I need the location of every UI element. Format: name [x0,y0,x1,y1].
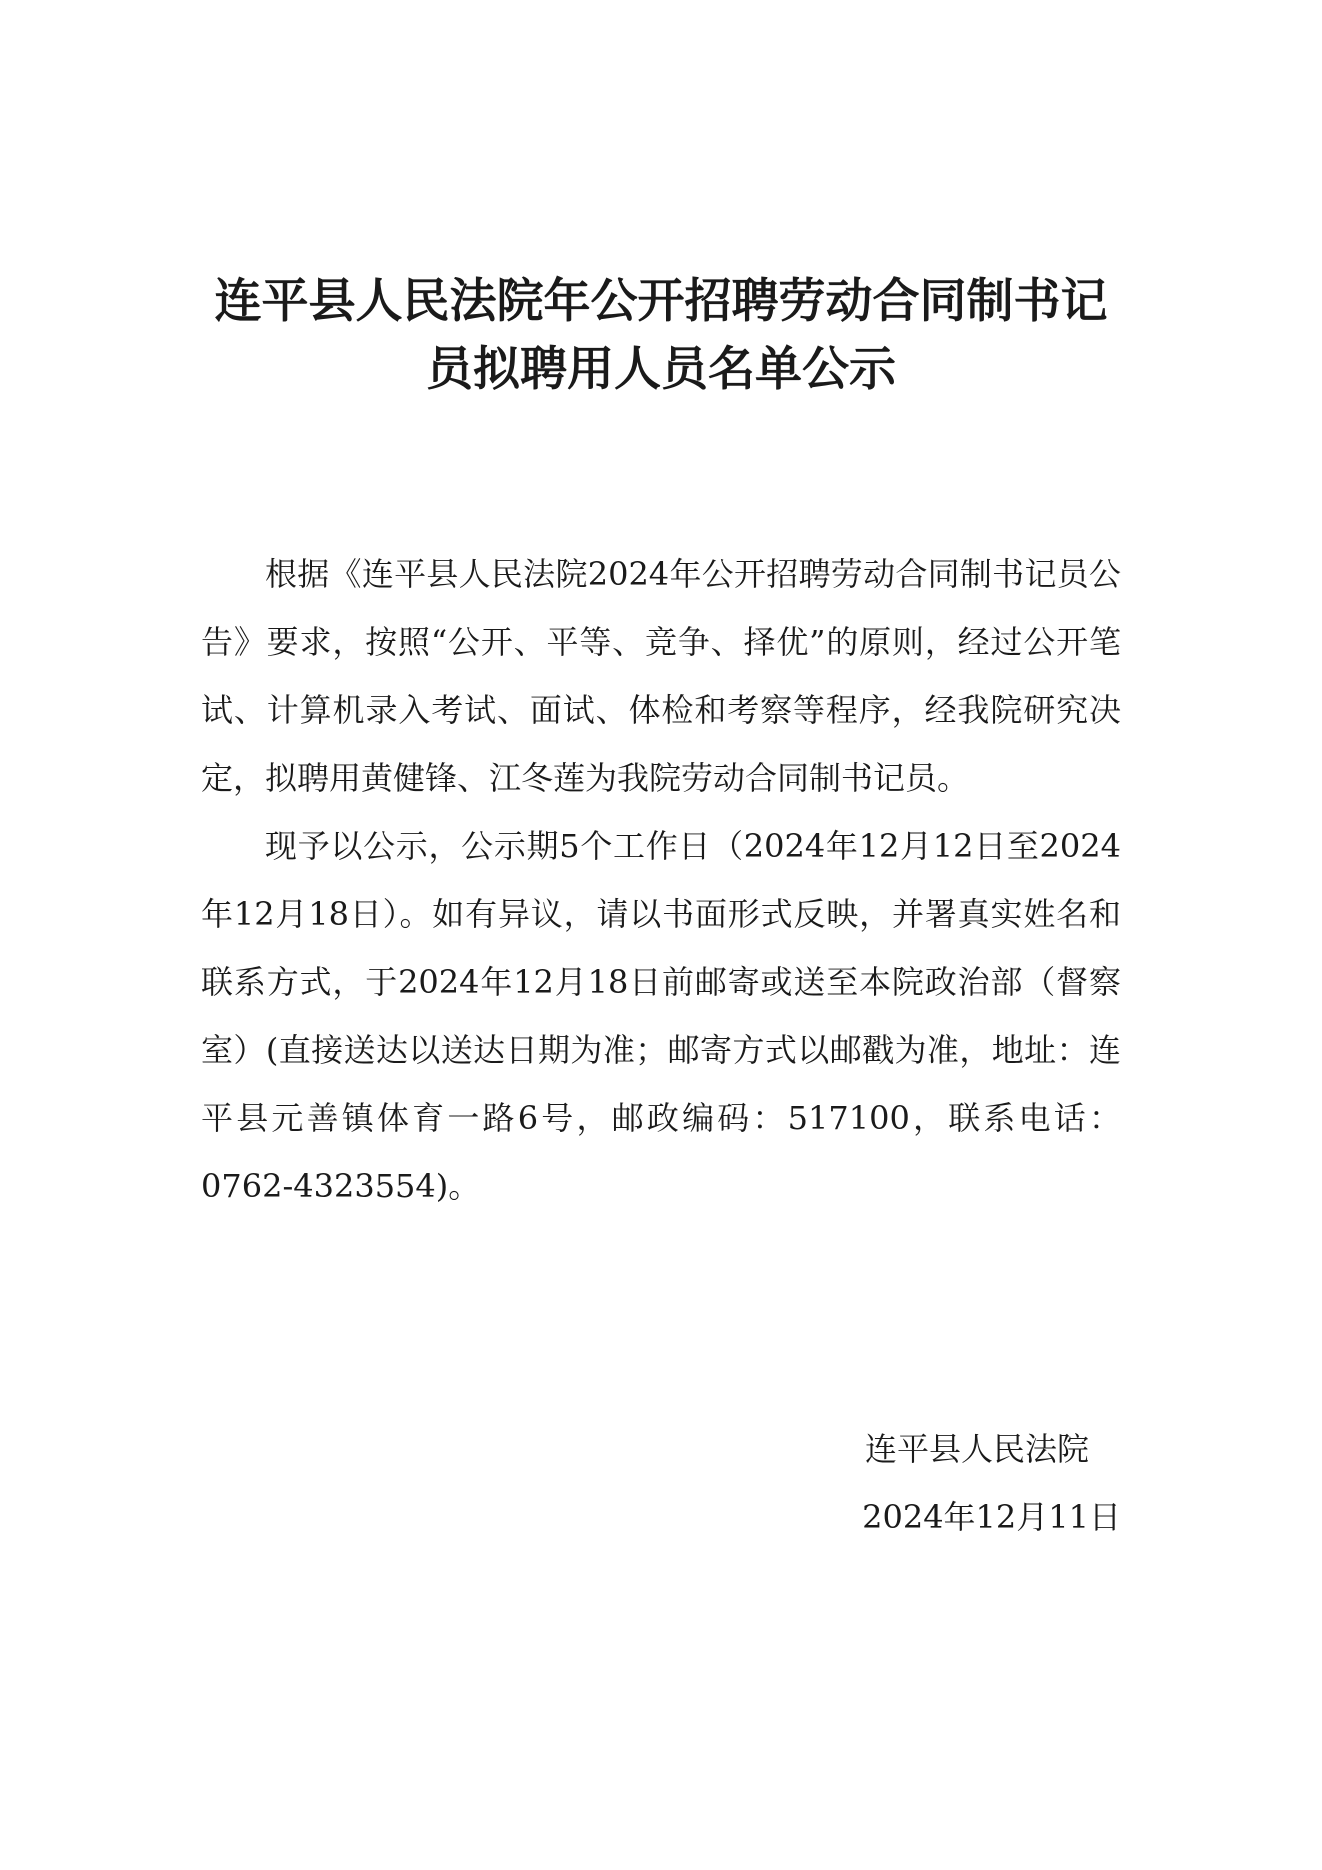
signature-date: 2024年12月11日 [862,1498,1121,1536]
body-paragraph-2: 现予以公示，公示期5个工作日（2024年12月12日至2024年12月18日）。如有异议，请以书面形式反映，并署真实姓名和联系方式，于2024年12月18日前邮寄或送至本院政治部（督察室）(直接送达以送达日期为准；邮寄方式以邮戳为准，地址：连平县元善镇体育一路6号，邮政编码：517100，联系电话：0762-4323554)。 [201,827,1121,1205]
signature-organization: 连平县人民法院 [864,1430,1089,1468]
document-body [201,540,1121,1220]
body-paragraph-1: 根据《连平县人民法院2024年公开招聘劳动合同制书记员公告》要求，按照“公开、平等、竞争、择优”的原则，经过公开笔试、计算机录入考试、面试、体检和考察等程序，经我院研究决定，拟聘用黄健锋、江冬莲为我院劳动合同制书记员。 [201,555,1121,797]
signature-block [862,1415,1121,1551]
document-title [170,268,1152,404]
title-line-2: 员拟聘用人员名单公示 [426,342,896,397]
title-line-1: 连平县人民法院年公开招聘劳动合同制书记 [214,274,1108,329]
